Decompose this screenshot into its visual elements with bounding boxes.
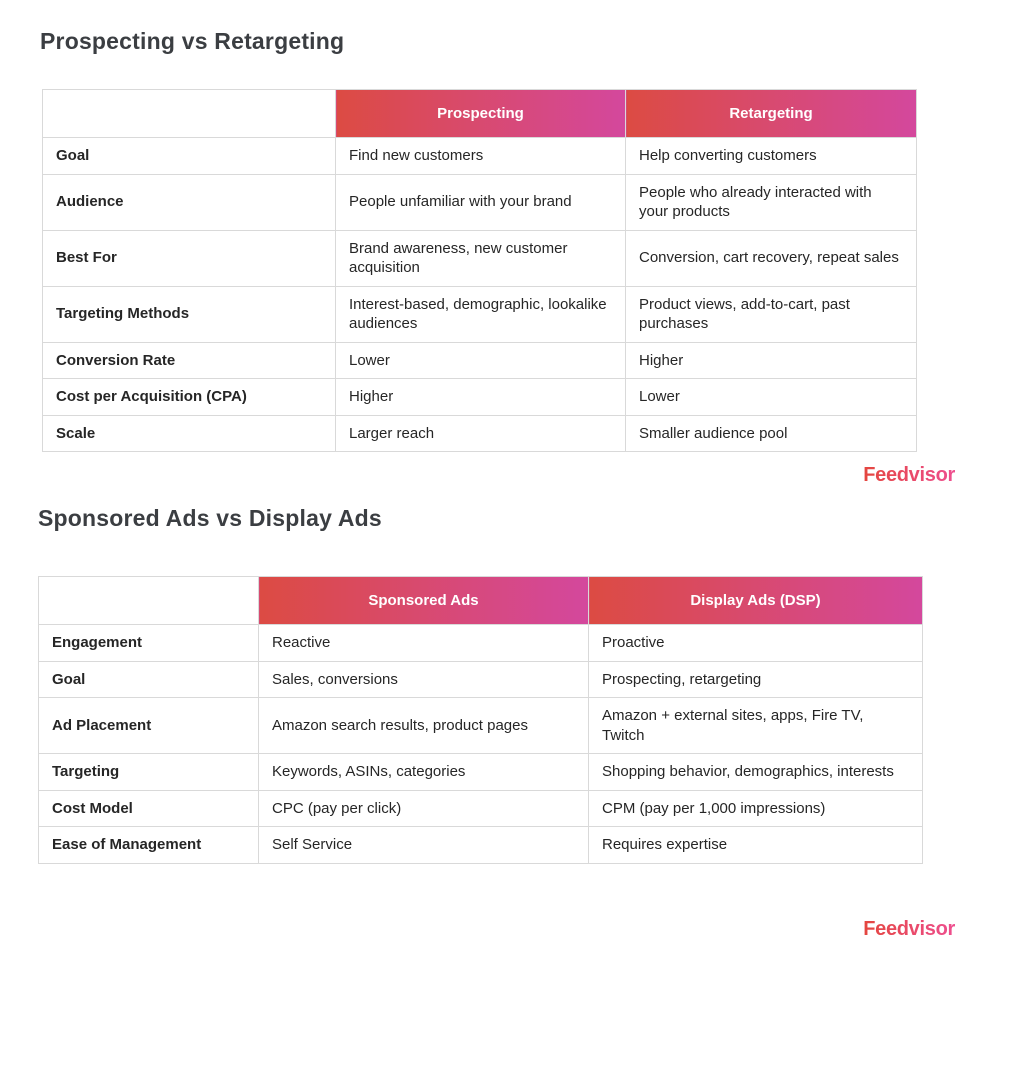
corner-cell — [39, 577, 259, 625]
cell-value: Shopping behavior, demographics, interests — [589, 754, 923, 791]
feedvisor-logo: Feedvisor — [863, 917, 955, 940]
cell-value: Product views, add-to-cart, past purchases — [626, 286, 917, 342]
row-label: Engagement — [39, 625, 259, 662]
column-header-retargeting: Retargeting — [626, 90, 917, 138]
table-row — [39, 790, 923, 827]
cell-value: Lower — [626, 379, 917, 416]
feedvisor-logo: Feedvisor — [863, 464, 955, 486]
cell-value: CPC (pay per click) — [259, 790, 589, 827]
cell-value: People unfamiliar with your brand — [336, 174, 626, 230]
section1-title: Prospecting vs Retargeting — [40, 28, 345, 54]
row-label: Ad Placement — [39, 698, 259, 754]
cell-value: Prospecting, retargeting — [589, 661, 923, 698]
cell-value: Requires expertise — [589, 827, 923, 864]
cell-value: Help converting customers — [626, 138, 917, 175]
corner-cell — [43, 90, 336, 138]
brand-row — [0, 464, 1020, 487]
row-label: Cost Model — [39, 790, 259, 827]
row-label: Scale — [43, 415, 336, 452]
row-label: Best For — [43, 230, 336, 286]
cell-value: Larger reach — [336, 415, 626, 452]
section2-title: Sponsored Ads vs Display Ads — [38, 505, 382, 531]
table-row — [43, 342, 917, 379]
table-row — [43, 138, 917, 175]
sponsored-vs-display-table — [38, 576, 923, 864]
row-label: Goal — [39, 661, 259, 698]
table-row — [39, 661, 923, 698]
cell-value: CPM (pay per 1,000 impressions) — [589, 790, 923, 827]
column-header-prospecting: Prospecting — [336, 90, 626, 138]
table-row — [39, 754, 923, 791]
brand-row — [0, 918, 1020, 941]
cell-value: Higher — [626, 342, 917, 379]
row-label: Cost per Acquisition (CPA) — [43, 379, 336, 416]
table-header-row — [43, 90, 917, 138]
row-label: Conversion Rate — [43, 342, 336, 379]
row-label: Ease of Management — [39, 827, 259, 864]
row-label: Targeting — [39, 754, 259, 791]
cell-value: Amazon + external sites, apps, Fire TV, Twitch — [589, 698, 923, 754]
cell-value: Lower — [336, 342, 626, 379]
table-row — [43, 379, 917, 416]
cell-value: Higher — [336, 379, 626, 416]
table-row — [39, 698, 923, 754]
cell-value: Proactive — [589, 625, 923, 662]
table-row — [39, 625, 923, 662]
cell-value: Smaller audience pool — [626, 415, 917, 452]
row-label: Targeting Methods — [43, 286, 336, 342]
table-row — [43, 230, 917, 286]
row-label: Goal — [43, 138, 336, 175]
cell-value: Amazon search results, product pages — [259, 698, 589, 754]
cell-value: Conversion, cart recovery, repeat sales — [626, 230, 917, 286]
cell-value: Brand awareness, new customer acquisition — [336, 230, 626, 286]
cell-value: Sales, conversions — [259, 661, 589, 698]
cell-value: Interest-based, demographic, lookalike audiences — [336, 286, 626, 342]
prospecting-vs-retargeting-table — [42, 89, 917, 452]
cell-value: People who already interacted with your products — [626, 174, 917, 230]
table-row — [43, 174, 917, 230]
table-header-row — [39, 577, 923, 625]
table-row — [43, 286, 917, 342]
cell-value: Keywords, ASINs, categories — [259, 754, 589, 791]
column-header-sponsored-ads: Sponsored Ads — [259, 577, 589, 625]
table-row — [43, 415, 917, 452]
row-label: Audience — [43, 174, 336, 230]
cell-value: Self Service — [259, 827, 589, 864]
table-row — [39, 827, 923, 864]
cell-value: Reactive — [259, 625, 589, 662]
cell-value: Find new customers — [336, 138, 626, 175]
column-header-display-ads: Display Ads (DSP) — [589, 577, 923, 625]
